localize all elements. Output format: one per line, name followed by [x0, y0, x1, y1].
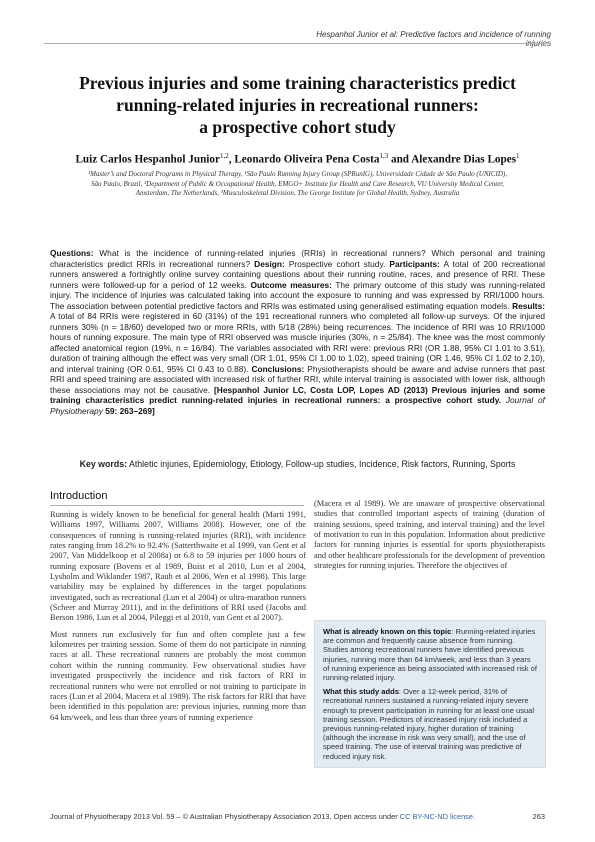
license-link[interactable]: CC BY-NC-ND license.: [399, 812, 476, 821]
paragraph: Most runners run exclusively for fun and often complete just a few kilometres per training session. Some of them do not participate in running races at all. These recreational runners are probably the most common cohort within the running community. Few observational studies have investigated prospectively the incidence and risk factors of RRI in recreational runners who were not enrolled or not training to participate in races (Lun et al 2004, Macera et al 1989). The risk factors for RRI that have been identified in this population are: previous injuries, running more than 64 km/week, and less than three years of running experience: [50, 629, 306, 722]
title-line-3: a prospective cohort study: [199, 117, 396, 137]
column-right: [314, 499, 545, 571]
footer-journal-info: Journal of Physiotherapy 2013 Vol. 59 – © Australian Physiotherapy Association 2013. Open access under: [50, 812, 400, 821]
column-left: [50, 510, 306, 723]
abstract-text: What is the incidence of running-related injuries (RRIs) in recreational runners? Which personal and training characteristics predict RRIs in recreational runners?: [50, 248, 545, 269]
author-separator: and: [388, 153, 412, 166]
abstract-text: Prospective cohort study.: [284, 258, 390, 269]
callout-label: What is already known on this topic: [323, 627, 452, 636]
citation-journal: Journal of Physiotherapy: [50, 395, 545, 416]
author-list: [44, 152, 551, 166]
abstract-label: Outcome measures:: [250, 279, 332, 290]
abstract-label: Conclusions:: [251, 363, 305, 374]
callout-label: What this study adds: [323, 687, 399, 697]
section-heading-introduction: Introduction: [50, 490, 304, 506]
abstract-text: A total of 200 recreational runners answered a fortnightly online survey containing questions about their running routine, races, and presence of RRI. These runners were followed-up for a period of 12 weeks.: [50, 258, 546, 290]
affiliation-line: São Paulo, Brazil, ²Department of Public & Occupational Health, EMGO+ Institute for Health and Care Research, VU University Medical Center,: [90, 179, 505, 188]
author-separator: ,: [228, 153, 235, 166]
key-points-content: [323, 627, 537, 761]
abstract-text: Physiotherapists should be aware and advise runners that past RRI and speed training are associated with increased risk of further RRI, while interval training is associated with lower risk, although these associations may not be causative.: [50, 363, 545, 395]
paragraph: Running is widely known to be beneficial for general health (Marti 1991, Williams 1997, Williams 2007, Williams 2008). However, one of the consequences of running is running-related injuries (RRI), with incidence rates ranging from 18.2% to 92.4% (Satterthwaite et al 1999, van Gent et al 2007, Van Middelkoop et al 2008a) or 6.8 to 59 injuries per 1000 hours of running exposure (Bovens et al 1989, Buist et al 2010, Lun et al 2004, Lysholm and Wiklander 1987, Rauh et al 2006, Wen et al 1998). This large variability may be explained by differences in the target populations investigated, such as recreational (Lun et al 2004) or ultra-marathon runners (Scheer and Murray 2011), and in the definitions of RRI used (Jacobs and Berson 1986, Lun et al 2004, Pileggi et al 2010, van Gent et al 2007).: [50, 510, 306, 623]
title-line-2: running-related injuries in recreational runners:: [116, 95, 479, 115]
author-affiliation-marker: 1,3: [379, 152, 389, 160]
abstract: [50, 248, 545, 416]
affiliation-line: ¹Master’s and Doctoral Programs in Physical Therapy, ¹São Paulo Running Injury Group (SPRunIG), Universidade Cidade de São Paulo (UNICID),: [88, 170, 507, 178]
header-rule: [44, 43, 551, 44]
abstract-label: Questions:: [50, 248, 94, 258]
paragraph: (Macera et al 1989). We are unaware of prospective observational studies that controlled important aspects of training (duration of training sessions, speed training, and interval training) and the level of motivation to run in this population. Information about predictive factors for running injuries is essential for sports physiotherapists and other healthcare professionals for the development of prevention strategies for running injuries. Therefore the objectives of: [314, 499, 545, 571]
abstract-label: Participants:: [389, 258, 440, 269]
affiliations: [60, 170, 535, 199]
author-name: Luiz Carlos Hespanhol Junior: [75, 153, 220, 166]
callout-text: : Running-related injuries are common and frequently cause absence from running. Studies among recreational runners have identified previous injuries, running more than 64 km/week, and less than 3 years of running experience as being associated with increased risk of running-related injury.: [323, 627, 537, 683]
abstract-label: Design:: [254, 258, 285, 269]
author-name: Alexandre Dias Lopes: [411, 153, 517, 166]
author-affiliation-marker: 1: [516, 152, 520, 160]
keywords-text: Athletic injuries, Epidemiology, Etiology, Follow-up studies, Incidence, Risk factors, Running, Sports: [127, 459, 516, 469]
page-number: 263: [532, 812, 545, 821]
affiliation-line: Amsterdam, The Netherlands, ³Musculoskeletal Division, The George Institute for Global Health, Sydney, Australia: [135, 189, 460, 198]
known-on-topic: [323, 627, 537, 682]
key-points-box: [314, 620, 546, 768]
article-title: [60, 72, 535, 138]
abstract-text: A total of 84 RRIs were registered in 60 (31%) of the 191 recreational runners who completed all follow-up surveys. Of the injured runners 30% (n = 18/60) developed two or more RRIs, with 5/18 (28%) being recurrences. The incidence of RRI was 10 RRI/1000 hours of running exposure. The main type of RRI observed was muscle injuries (30%, n = 25/84). The knee was the most commonly affected anatomical region (19%, n = 16/84). The variables associated with RRI were: previous RRI (OR 1.88, 95% CI 1.01 to 3.51), duration of training although the effect was very small (OR 1.01, 95% CI 1.00 to 1.02), speed training (OR 1.46, 95% CI 1.02 to 2.10), and interval training (OR 0.61, 95% CI 0.43 to 0.88).: [50, 311, 545, 374]
citation: [Hespanhol Junior LC, Costa LOP, Lopes AD (2013) Previous injuries and some training characteristics predict running-related injuries in recreational runners: a prospective cohort study.: [50, 384, 545, 405]
keywords: [60, 458, 535, 470]
keywords-label: Key words:: [79, 459, 128, 469]
author-name: Leonardo Oliveira Pena Costa: [234, 153, 380, 166]
abstract-label: Results:: [512, 300, 545, 311]
callout-text: : Over a 12-week period, 31% of recreational runners sustained a running-related injury severe enough to prevent participation in running for at least one usual training session. Predictors of increased injury risk included a previous running-related injury, higher duration of training (although the increase in risk was very small), and the use of speed training. The use of interval training was predictive of reduced injury risk.: [323, 687, 535, 761]
author-affiliation-marker: 1,2: [219, 152, 229, 160]
running-header: Hespanhol Junior et al: Predictive factors and incidence of running injuries: [316, 30, 551, 48]
citation-end: 59: 263–269]: [102, 405, 155, 416]
abstract-text: The primary outcome of this study was running-related injury. The incidence of injuries was calculated taking into account the exposure to running and was expressed by RRI/1000 hours. The association between potential predictive factors and RRIs was estimated using generalised estimating equation models.: [50, 279, 546, 311]
footer: [50, 812, 545, 821]
title-line-1: Previous injuries and some training characteristics predict: [79, 73, 516, 93]
study-adds: [323, 687, 537, 761]
